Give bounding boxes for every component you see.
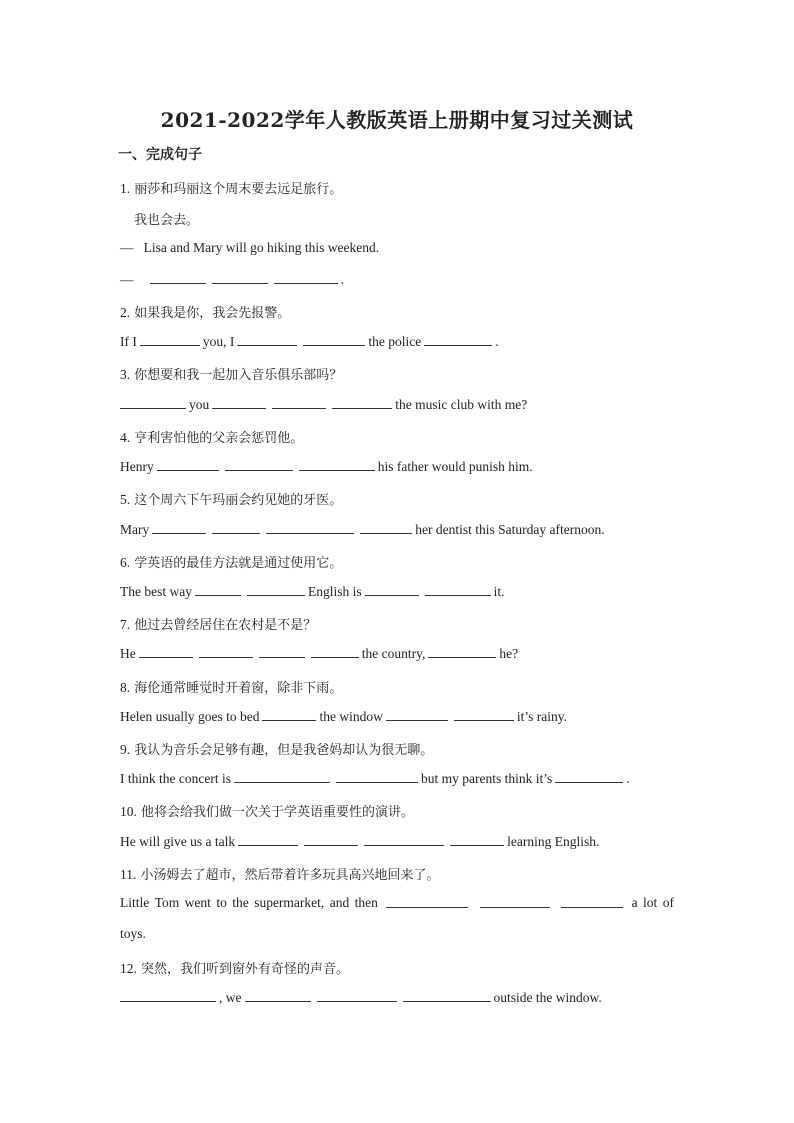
question-4-en	[120, 458, 533, 475]
answer-blank[interactable]	[212, 396, 266, 409]
sentence-part: the police	[368, 334, 422, 349]
sentence-part: learning English.	[507, 834, 600, 849]
answer-blank[interactable]	[195, 583, 241, 596]
question-text-cn: 突然，我们听到窗外有奇怪的声音。	[141, 962, 350, 977]
question-number: 11.	[120, 867, 137, 882]
sentence-part: Mary	[120, 522, 150, 537]
sentence-part: it.	[493, 584, 505, 599]
question-10-cn	[120, 801, 414, 820]
question-9-cn	[120, 739, 433, 758]
question-8-en	[120, 708, 567, 725]
answer-blank[interactable]	[157, 458, 219, 471]
question-number: 1.	[120, 181, 131, 196]
question-4-cn	[120, 427, 303, 446]
question-text-cn: 他将会给我们做一次关于学英语重要性的演讲。	[141, 805, 415, 820]
word: lot	[643, 895, 658, 910]
sentence-part: but my parents think it’s	[420, 771, 553, 786]
question-1-cn	[120, 178, 342, 197]
sentence-end: .	[626, 771, 630, 786]
question-number: 4.	[120, 430, 131, 445]
answer-blank[interactable]	[304, 833, 358, 846]
question-1-en-line2	[120, 271, 344, 288]
question-text-cn: 我认为音乐会足够有趣，但是我爸妈却认为很无聊。	[134, 743, 434, 758]
answer-blank[interactable]	[428, 645, 496, 658]
question-8-cn	[120, 677, 342, 696]
answer-blank[interactable]	[266, 521, 354, 534]
sentence-part: it’s rainy.	[516, 709, 567, 724]
answer-blank[interactable]	[247, 583, 305, 596]
answer-blank[interactable]	[238, 833, 298, 846]
question-text-cn: 小汤姆去了超市，然后带着许多玩具高兴地回来了。	[140, 868, 440, 883]
answer-blank[interactable]	[480, 895, 550, 908]
answer-blank[interactable]	[311, 645, 359, 658]
question-number: 3.	[120, 367, 131, 382]
question-6-cn	[120, 552, 342, 571]
answer-blank[interactable]	[150, 271, 206, 284]
sentence-part: outside the window.	[493, 990, 602, 1005]
question-9-en	[120, 770, 630, 787]
sentence-part: The best way	[120, 584, 192, 599]
answer-blank[interactable]	[303, 333, 365, 346]
answer-blank[interactable]	[332, 396, 392, 409]
word: went	[184, 895, 211, 910]
answer-blank[interactable]	[317, 989, 397, 1002]
sentence-part: the window	[319, 709, 383, 724]
answer-blank[interactable]	[272, 396, 326, 409]
question-number: 8.	[120, 680, 131, 695]
answer-blank[interactable]	[212, 521, 260, 534]
question-1-en-text: Lisa and Mary will go hiking this weekend.	[143, 240, 380, 255]
question-2-cn	[120, 302, 290, 321]
sentence-part: his father would punish him.	[377, 459, 533, 474]
answer-blank[interactable]	[555, 770, 623, 783]
answer-blank[interactable]	[140, 333, 200, 346]
word: the	[232, 895, 249, 910]
answer-blank[interactable]	[237, 333, 297, 346]
answer-blank[interactable]	[403, 989, 491, 1002]
answer-blank[interactable]	[225, 458, 293, 471]
sentence-part: English is	[307, 584, 362, 599]
sentence-part: He	[120, 646, 136, 661]
answer-blank[interactable]	[262, 708, 316, 721]
question-number: 6.	[120, 555, 131, 570]
question-text-cn: 他过去曾经居住在农村是不是？	[134, 618, 317, 633]
word: to	[216, 895, 227, 910]
answer-blank[interactable]	[199, 645, 253, 658]
question-2-en	[120, 333, 499, 350]
question-number: 2.	[120, 305, 131, 320]
answer-blank[interactable]	[245, 989, 311, 1002]
word: Little	[120, 895, 150, 910]
question-text-cn: 学英语的最佳方法就是通过使用它。	[134, 556, 343, 571]
question-text-cn: 丽莎和玛丽这个周末要去远足旅行。	[134, 182, 343, 197]
answer-blank[interactable]	[360, 521, 412, 534]
word: a	[631, 895, 638, 910]
question-7-cn	[120, 614, 316, 633]
question-text-cn: 亨利害怕他的父亲会惩罚他。	[134, 431, 304, 446]
sentence-part: toys.	[120, 926, 146, 941]
answer-blank[interactable]	[212, 271, 268, 284]
question-5-en	[120, 521, 605, 538]
question-3-en	[120, 396, 527, 413]
question-text-cn: 这个周六下午玛丽会约见她的牙医。	[134, 493, 343, 508]
question-5-cn	[120, 489, 342, 508]
answer-blank[interactable]	[336, 770, 418, 783]
question-number: 12.	[120, 961, 137, 976]
sentence-part: He will give us a talk	[120, 834, 236, 849]
question-text-cn: 海伦通常睡觉时开着窗，除非下雨。	[134, 681, 343, 696]
question-1-cn-reply	[134, 209, 199, 228]
answer-blank[interactable]	[450, 833, 504, 846]
sentence-part: the country,	[361, 646, 426, 661]
sentence-part: you, I	[202, 334, 235, 349]
sentence-end: .	[340, 272, 345, 287]
answer-blank[interactable]	[139, 645, 193, 658]
answer-blank[interactable]	[386, 708, 448, 721]
sentence-part: Henry	[120, 459, 154, 474]
answer-blank[interactable]	[274, 271, 338, 284]
section-heading: 一、完成句子	[118, 147, 202, 163]
sentence-end: .	[495, 334, 499, 349]
question-text-cn: 如果我是你，我会先报警。	[134, 306, 291, 321]
question-11-en	[120, 895, 674, 911]
answer-blank[interactable]	[120, 989, 216, 1002]
sentence-part: he?	[499, 646, 519, 661]
sentence-part: you	[189, 397, 210, 412]
answer-blank[interactable]	[152, 521, 206, 534]
answer-blank[interactable]	[299, 458, 375, 471]
answer-blank[interactable]	[561, 895, 623, 908]
answer-blank[interactable]	[234, 770, 330, 783]
word: and	[329, 895, 350, 910]
dialogue-dash: —	[120, 272, 134, 287]
question-number: 9.	[120, 742, 131, 757]
answer-blank[interactable]	[424, 333, 492, 346]
question-number: 5.	[120, 492, 131, 507]
question-number: 7.	[120, 617, 131, 632]
sentence-part: If I	[120, 334, 137, 349]
question-text-cn-reply: 我也会去。	[134, 213, 200, 228]
question-6-en	[120, 583, 505, 600]
answer-blank[interactable]	[454, 708, 514, 721]
question-text-cn: 你想要和我一起加入音乐俱乐部吗？	[134, 368, 343, 383]
word: Tom	[154, 895, 180, 910]
answer-blank[interactable]	[259, 645, 305, 658]
question-10-en	[120, 833, 599, 850]
word: of	[662, 895, 674, 910]
question-12-en	[120, 989, 602, 1006]
answer-blank[interactable]	[120, 396, 186, 409]
question-7-en	[120, 645, 518, 662]
question-11-cn	[120, 864, 440, 883]
sentence-part: the music club with me?	[395, 397, 528, 412]
question-11-en-wrap	[120, 926, 146, 942]
sentence-part: Helen usually goes to bed	[120, 709, 260, 724]
word: then	[354, 895, 378, 910]
sentence-part: , we	[219, 990, 242, 1005]
word: supermarket,	[254, 895, 325, 910]
answer-blank[interactable]	[364, 833, 444, 846]
dialogue-dash: —	[120, 240, 134, 255]
question-1-en-line1	[120, 240, 379, 256]
sentence-part: her dentist this Saturday afternoon.	[415, 522, 605, 537]
question-number: 10.	[120, 804, 137, 819]
answer-blank[interactable]	[386, 895, 468, 908]
page-title: 2021-2022学年人教版英语上册期中复习过关测试	[160, 108, 634, 132]
question-3-cn	[120, 364, 342, 383]
sentence-part: I think the concert is	[120, 771, 231, 786]
answer-blank[interactable]	[365, 583, 419, 596]
answer-blank[interactable]	[425, 583, 491, 596]
question-12-cn	[120, 958, 349, 977]
